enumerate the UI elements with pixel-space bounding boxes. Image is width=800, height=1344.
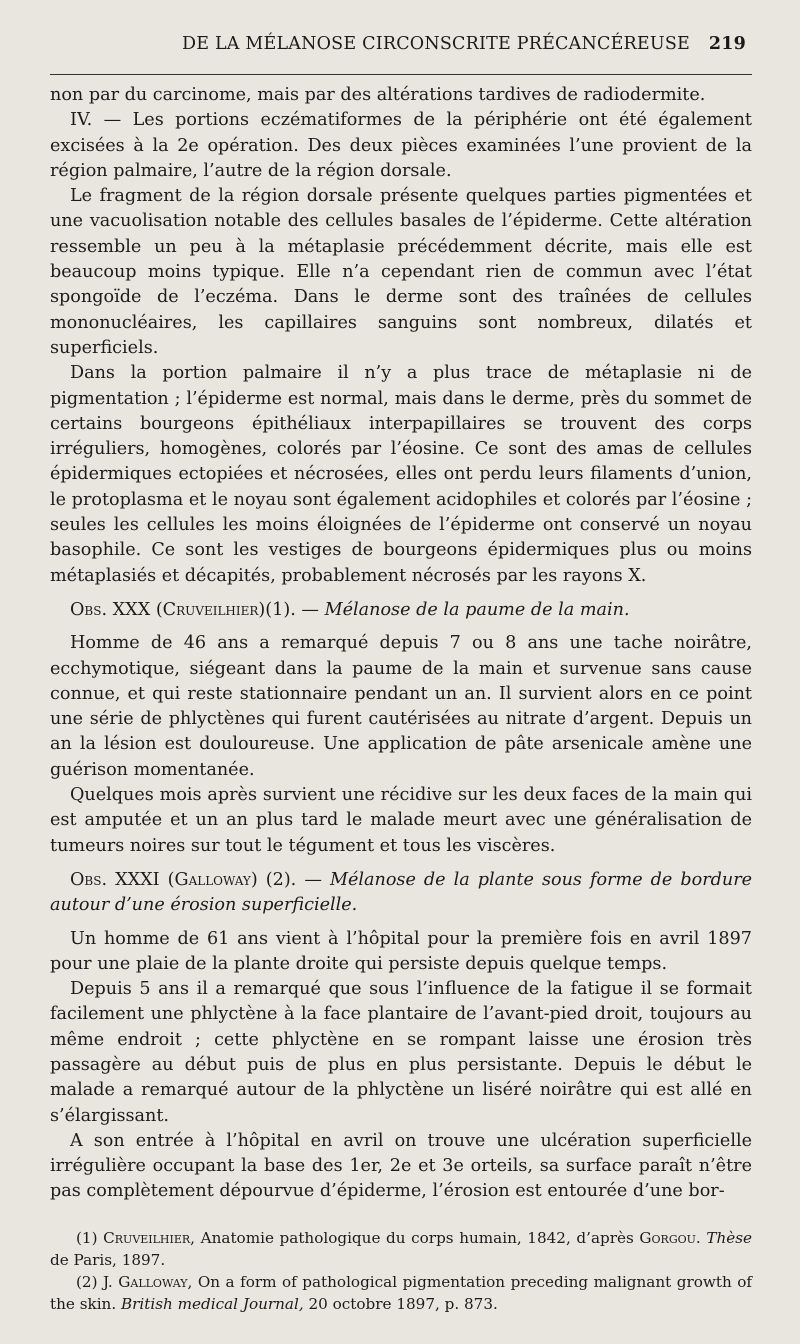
running-head-title: DE LA MÉLANOSE CIRCONSCRITE PRÉCANCÉREUSE — [181, 34, 691, 54]
observation-31-heading: Obs. XXXI (Galloway) (2). — Mélanose de la plante sous forme de bordure autour d’une érosion superficielle. — [50, 869, 753, 916]
footnote-1-italic: Thèse — [706, 1228, 753, 1247]
footnote-2-italic: British medical Journal, — [121, 1294, 304, 1313]
paragraph-3: Le fragment de la région dorsale présente quelques parties pigmentées et une vacuolisation notable des cellules basales de l’épiderme. Cette altération ressemble un peu à la métaplasie précédemment décrite, mais elle est beaucoup moins typique. Elle n’a cependant rien de commun avec l’état spongoïde de l’eczéma. Dans le derme sont des traînées de cellules mononucléaires, les capillaires sanguins sont nombreux, dilatés et superficiels. — [50, 186, 752, 358]
observation-30-heading: Obs. XXX (Cruveilhier)(1). — Mélanose de la paume de la main. — [70, 599, 630, 620]
header-rule — [50, 74, 752, 75]
footnote-1-number: (1) — [76, 1228, 98, 1247]
observation-31-title: Mélanose de la plante sous forme de bordure autour d’une érosion superficielle. — [50, 869, 753, 916]
footnote-1 — [50, 1227, 752, 1271]
footnote-2-author: Galloway, — [118, 1272, 193, 1291]
observation-30-label: Obs. XXX (Cruveilhier) — [70, 599, 266, 620]
observation-31-label: Obs. XXXI (Galloway) — [70, 869, 258, 890]
footnote-2 — [50, 1271, 752, 1315]
observation-30-title: Mélanose de la paume de la main. — [324, 599, 630, 620]
body-text — [50, 83, 752, 1205]
paragraph-4: Dans la portion palmaire il n’y a plus trace de métaplasie ni de pigmentation ; l’épiderme est normal, mais dans le derme, près du sommet de certains bourgeons épithéliaux interpapillaires se trouvent des corps irréguliers, homogènes, colorés par l’éosine. Ce sont des amas de cellules épidermiques ectopiées et nécrosées, elles ont perdu leurs filaments d’union, le protoplasma et le noyau sont également acidophiles et colorés par l’éosine ; seules les cellules les moins éloignées de l’épiderme ont conservé un noyau basophile. Ce sont les vestiges de bourgeons épidermiques plus ou moins métaplasiés et décapités, probablement nécrosés par les rayons X. — [50, 363, 752, 586]
footnotes — [50, 1227, 752, 1315]
observation-31-ref: (2). — [265, 869, 297, 890]
paragraph-5: Homme de 46 ans a remarqué depuis 7 ou 8 ans une tache noirâtre, ecchymotique, siégeant dans la paume de la main et survenue sans cause connue, et qui reste stationnaire pendant un an. Il survient alors en ce point une série de phlyctènes qui furent cautérisées au nitrate d’argent. Depuis un an la lésion est douloureuse. Une application de pâte arsenicale amène une guérison momentanée. — [50, 633, 752, 780]
footnote-2-text: On a form of pathological pigmentation preceding malignant growth of the skin. — [50, 1272, 753, 1313]
paragraph-7: Un homme de 61 ans vient à l’hôpital pour la première fois en avril 1897 pour une plaie de la plante droite qui persiste depuis quelque temps. — [50, 928, 752, 974]
paragraph-6: Quelques mois après survient une récidive sur les deux faces de la main qui est amputée et un an plus tard le malade meurt avec une généralisation de tumeurs noires sur tout le tégument et tous les viscères. — [50, 785, 752, 856]
running-head — [50, 34, 752, 68]
paragraph-2: IV. — Les portions eczématiformes de la périphérie ont été également excisées à la 2e opération. Des deux pièces examinées l’une provient de la région palmaire, l’autre de la région dorsale. — [50, 110, 752, 181]
observation-30-ref: (1). — [265, 599, 296, 620]
paragraph-1: non par du carcinome, mais par des altérations tardives de radiodermite. — [50, 85, 706, 105]
page-number: 219 — [708, 34, 746, 54]
footnote-1-text: Anatomie pathologique du corps humain, 1842, d’après — [200, 1228, 634, 1247]
footnote-1-author: Cruveilhier, — [103, 1228, 196, 1247]
footnote-1-author-2: Gorgou. — [639, 1228, 701, 1247]
footnote-2-number: (2) J. — [76, 1272, 113, 1291]
footnote-1-end: de Paris, 1897. — [50, 1250, 166, 1269]
paragraph-8: Depuis 5 ans il a remarqué que sous l’influence de la fatigue il se formait facilement une phlyctène à la face plantaire de l’avant-pied droit, toujours au même endroit ; cette phlyctène en se rompant laisse une érosion très passagère au début puis de plus en plus persistante. Depuis le début le malade a remarqué autour de la phlyctène un liséré noirâtre qui est allé en s’élargissant. — [50, 979, 752, 1126]
footnote-2-end: 20 octobre 1897, p. 873. — [308, 1294, 498, 1313]
paragraph-9: A son entrée à l’hôpital en avril on trouve une ulcération superficielle irrégulière occupant la base des 1er, 2e et 3e orteils, sa surface paraît n’être pas complètement dépourvue d’épiderme, l’érosion est entourée d’une bor- — [50, 1130, 752, 1202]
